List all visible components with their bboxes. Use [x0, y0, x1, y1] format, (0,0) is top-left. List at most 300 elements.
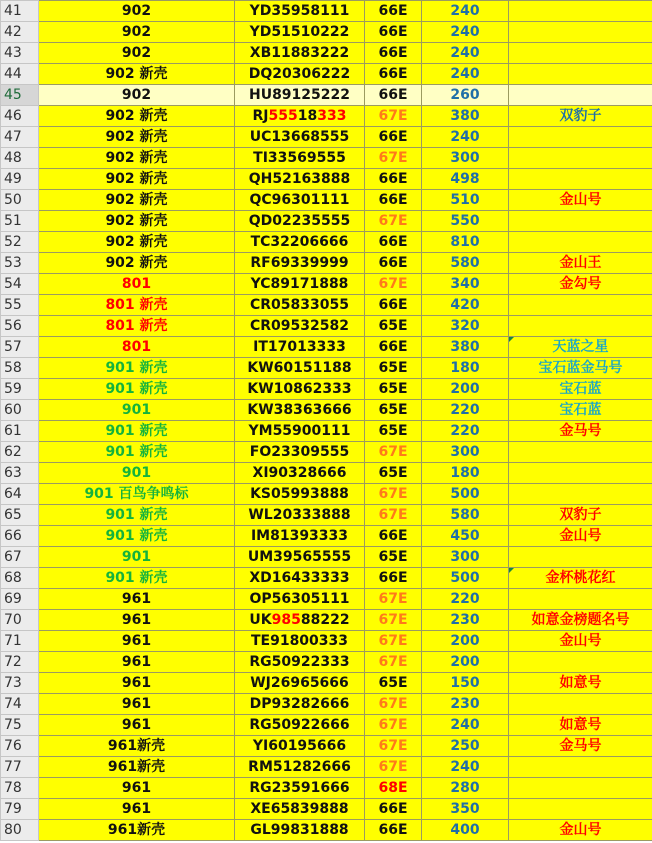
row-header[interactable]: 66 — [1, 526, 39, 547]
cell-number[interactable] — [235, 568, 365, 589]
row-header[interactable]: 71 — [1, 631, 39, 652]
cell-model[interactable] — [39, 190, 235, 211]
cell-model[interactable] — [39, 820, 235, 841]
cell-note[interactable] — [509, 547, 652, 568]
table-row — [1, 505, 652, 526]
row-header[interactable]: 59 — [1, 379, 39, 400]
number-text: XD16433333 — [249, 570, 350, 586]
cell-model[interactable] — [39, 568, 235, 589]
number-text: WJ26965666 — [250, 675, 349, 691]
cell-type[interactable]: 67E — [365, 274, 422, 295]
cell-price[interactable]: 240 — [422, 715, 509, 736]
cell-type[interactable]: 66E — [365, 820, 422, 841]
cell-price[interactable]: 150 — [422, 673, 509, 694]
cell-number[interactable] — [235, 379, 365, 400]
row-header[interactable]: 52 — [1, 232, 39, 253]
number-text: DP93282666 — [249, 696, 350, 712]
cell-price[interactable]: 240 — [422, 1, 509, 22]
cell-type[interactable]: 65E — [365, 358, 422, 379]
cell-type[interactable]: 66E — [365, 253, 422, 274]
cell-model[interactable] — [39, 673, 235, 694]
cell-model[interactable] — [39, 43, 235, 64]
cell-note[interactable]: 宝石蓝 — [509, 400, 652, 421]
row-header[interactable]: 63 — [1, 463, 39, 484]
cell-model[interactable] — [39, 64, 235, 85]
row-header[interactable]: 42 — [1, 22, 39, 43]
row-header[interactable]: 57 — [1, 337, 39, 358]
cell-type[interactable]: 66E — [365, 526, 422, 547]
row-header[interactable]: 70 — [1, 610, 39, 631]
cell-type[interactable]: 67E — [365, 106, 422, 127]
cell-note[interactable] — [509, 463, 652, 484]
cell-model[interactable] — [39, 337, 235, 358]
cell-model[interactable] — [39, 1, 235, 22]
number-text: QC96301111 — [249, 192, 350, 208]
cell-number[interactable] — [235, 694, 365, 715]
cell-note[interactable] — [509, 43, 652, 64]
cell-price[interactable]: 510 — [422, 190, 509, 211]
cell-type[interactable]: 67E — [365, 484, 422, 505]
cell-number[interactable] — [235, 757, 365, 778]
cell-price[interactable]: 200 — [422, 652, 509, 673]
cell-type[interactable]: 65E — [365, 673, 422, 694]
cell-number[interactable] — [235, 295, 365, 316]
row-header[interactable]: 43 — [1, 43, 39, 64]
row-header[interactable]: 74 — [1, 694, 39, 715]
cell-model[interactable] — [39, 274, 235, 295]
cell-price[interactable]: 260 — [422, 85, 509, 106]
table-row — [1, 526, 652, 547]
cell-type[interactable]: 66E — [365, 127, 422, 148]
number-text: YM55900111 — [248, 423, 351, 439]
cell-number[interactable] — [235, 127, 365, 148]
cell-number[interactable] — [235, 820, 365, 841]
number-text: YI60195666 — [252, 738, 347, 754]
cell-price[interactable]: 580 — [422, 505, 509, 526]
row-header[interactable]: 80 — [1, 820, 39, 841]
cell-type[interactable]: 66E — [365, 64, 422, 85]
cell-note[interactable] — [509, 127, 652, 148]
number-text: TC32206666 — [250, 234, 349, 250]
cell-type[interactable]: 66E — [365, 43, 422, 64]
cell-number[interactable] — [235, 673, 365, 694]
cell-model[interactable] — [39, 106, 235, 127]
model-text: 902 — [121, 87, 152, 103]
cell-type[interactable]: 67E — [365, 211, 422, 232]
cell-note[interactable]: 如意号 — [509, 715, 652, 736]
cell-note[interactable]: 如意号 — [509, 673, 652, 694]
row-header[interactable]: 78 — [1, 778, 39, 799]
table-row — [1, 694, 652, 715]
cell-number[interactable] — [235, 211, 365, 232]
number-text: XI90328666 — [252, 465, 347, 481]
cell-note[interactable]: 金马号 — [509, 421, 652, 442]
cell-price[interactable]: 300 — [422, 547, 509, 568]
cell-type[interactable]: 65E — [365, 400, 422, 421]
cell-model[interactable] — [39, 127, 235, 148]
table-row — [1, 421, 652, 442]
cell-type[interactable]: 67E — [365, 652, 422, 673]
table-row — [1, 337, 652, 358]
cell-model[interactable] — [39, 694, 235, 715]
model-text: 902 新壳 — [105, 171, 168, 187]
cell-note[interactable] — [509, 442, 652, 463]
cell-model[interactable] — [39, 232, 235, 253]
cell-number[interactable] — [235, 148, 365, 169]
cell-note[interactable]: 金山号 — [509, 820, 652, 841]
cell-number[interactable] — [235, 505, 365, 526]
cell-type[interactable]: 67E — [365, 589, 422, 610]
cell-note[interactable]: 宝石蓝金马号 — [509, 358, 652, 379]
cell-price[interactable]: 420 — [422, 295, 509, 316]
cell-model[interactable] — [39, 610, 235, 631]
number-text: UM39565555 — [247, 549, 352, 565]
cell-price[interactable]: 810 — [422, 232, 509, 253]
table-row — [1, 148, 652, 169]
cell-number[interactable] — [235, 22, 365, 43]
model-text: 961新壳 — [107, 759, 166, 775]
table-row — [1, 778, 652, 799]
cell-price[interactable]: 240 — [422, 22, 509, 43]
cell-model[interactable] — [39, 799, 235, 820]
cell-number[interactable] — [235, 190, 365, 211]
cell-number[interactable] — [235, 799, 365, 820]
cell-number[interactable] — [235, 484, 365, 505]
cell-model[interactable] — [39, 652, 235, 673]
row-header[interactable]: 65 — [1, 505, 39, 526]
number-text: UC13668555 — [249, 129, 350, 145]
row-header[interactable]: 56 — [1, 316, 39, 337]
cell-note[interactable]: 金山号 — [509, 190, 652, 211]
row-header[interactable]: 69 — [1, 589, 39, 610]
cell-number[interactable] — [235, 316, 365, 337]
cell-number[interactable] — [235, 442, 365, 463]
cell-type[interactable]: 67E — [365, 505, 422, 526]
number-text: DQ20306222 — [248, 66, 351, 82]
cell-type[interactable]: 65E — [365, 547, 422, 568]
cell-number[interactable] — [235, 43, 365, 64]
number-text: UK — [249, 612, 272, 628]
cell-note[interactable]: 金山号 — [509, 526, 652, 547]
cell-model[interactable] — [39, 400, 235, 421]
row-header[interactable]: 76 — [1, 736, 39, 757]
cell-price[interactable]: 550 — [422, 211, 509, 232]
cell-note[interactable] — [509, 295, 652, 316]
table-row — [1, 673, 652, 694]
cell-type[interactable]: 66E — [365, 85, 422, 106]
row-header[interactable]: 49 — [1, 169, 39, 190]
cell-type[interactable]: 65E — [365, 421, 422, 442]
cell-price[interactable]: 400 — [422, 820, 509, 841]
cell-note[interactable] — [509, 1, 652, 22]
cell-model[interactable] — [39, 547, 235, 568]
row-header[interactable]: 41 — [1, 1, 39, 22]
cell-model[interactable] — [39, 295, 235, 316]
cell-note[interactable] — [509, 169, 652, 190]
cell-number[interactable] — [235, 421, 365, 442]
cell-number[interactable] — [235, 106, 365, 127]
cell-type[interactable]: 67E — [365, 715, 422, 736]
cell-price[interactable]: 220 — [422, 400, 509, 421]
row-header[interactable]: 67 — [1, 547, 39, 568]
cell-model[interactable] — [39, 316, 235, 337]
cell-price[interactable]: 500 — [422, 568, 509, 589]
cell-price[interactable]: 380 — [422, 106, 509, 127]
cell-price[interactable]: 340 — [422, 274, 509, 295]
cell-price[interactable]: 320 — [422, 316, 509, 337]
cell-model[interactable] — [39, 85, 235, 106]
model-text: 961新壳 — [107, 738, 166, 754]
cell-price[interactable]: 350 — [422, 799, 509, 820]
row-header[interactable]: 55 — [1, 295, 39, 316]
number-text: FO23309555 — [249, 444, 350, 460]
cell-number[interactable] — [235, 631, 365, 652]
cell-number[interactable] — [235, 1, 365, 22]
table-row — [1, 274, 652, 295]
cell-note[interactable] — [509, 211, 652, 232]
number-text: YD51510222 — [249, 24, 350, 40]
model-text: 902 新壳 — [105, 213, 168, 229]
cell-type[interactable]: 66E — [365, 799, 422, 820]
cell-price[interactable]: 240 — [422, 64, 509, 85]
cell-note[interactable]: 金山王 — [509, 253, 652, 274]
model-text: 961 — [121, 591, 152, 607]
model-text: 902 — [121, 24, 152, 40]
row-header[interactable]: 61 — [1, 421, 39, 442]
cell-model[interactable] — [39, 421, 235, 442]
cell-number[interactable] — [235, 85, 365, 106]
cell-price[interactable]: 300 — [422, 148, 509, 169]
row-header[interactable]: 48 — [1, 148, 39, 169]
cell-number[interactable] — [235, 169, 365, 190]
cell-number[interactable] — [235, 526, 365, 547]
cell-number[interactable] — [235, 610, 365, 631]
cell-note[interactable]: 双豹子 — [509, 106, 652, 127]
table-row — [1, 295, 652, 316]
table-row — [1, 400, 652, 421]
cell-type[interactable]: 65E — [365, 316, 422, 337]
cell-model[interactable] — [39, 148, 235, 169]
cell-price[interactable]: 280 — [422, 778, 509, 799]
row-header[interactable]: 51 — [1, 211, 39, 232]
cell-type[interactable]: 67E — [365, 148, 422, 169]
table-row — [1, 253, 652, 274]
number-text: KS05993888 — [250, 486, 349, 502]
cell-note[interactable]: 金杯桃花红 — [509, 568, 652, 589]
number-text: QH52163888 — [248, 171, 351, 187]
model-text: 961 — [121, 780, 152, 796]
model-text: 961 — [121, 633, 152, 649]
cell-number[interactable] — [235, 463, 365, 484]
row-header[interactable]: 64 — [1, 484, 39, 505]
row-header[interactable]: 68 — [1, 568, 39, 589]
cell-price[interactable]: 240 — [422, 43, 509, 64]
cell-price[interactable]: 498 — [422, 169, 509, 190]
cell-price[interactable]: 380 — [422, 337, 509, 358]
cell-model[interactable] — [39, 505, 235, 526]
cell-number[interactable] — [235, 274, 365, 295]
cell-model[interactable] — [39, 631, 235, 652]
table-row — [1, 379, 652, 400]
cell-price[interactable]: 240 — [422, 757, 509, 778]
cell-number[interactable] — [235, 64, 365, 85]
cell-note[interactable] — [509, 85, 652, 106]
cell-type[interactable]: 67E — [365, 694, 422, 715]
cell-price[interactable]: 230 — [422, 610, 509, 631]
cell-price[interactable]: 580 — [422, 253, 509, 274]
table-row — [1, 190, 652, 211]
model-text: 901 新壳 — [105, 507, 168, 523]
cell-model[interactable] — [39, 358, 235, 379]
cell-number[interactable] — [235, 652, 365, 673]
table-row — [1, 127, 652, 148]
cell-type[interactable]: 66E — [365, 568, 422, 589]
cell-number[interactable] — [235, 547, 365, 568]
cell-number[interactable] — [235, 589, 365, 610]
cell-number[interactable] — [235, 253, 365, 274]
row-header[interactable]: 44 — [1, 64, 39, 85]
cell-model[interactable] — [39, 715, 235, 736]
cell-type[interactable]: 66E — [365, 295, 422, 316]
model-text: 901 新壳 — [105, 570, 168, 586]
row-header[interactable]: 73 — [1, 673, 39, 694]
cell-price[interactable]: 450 — [422, 526, 509, 547]
cell-price[interactable]: 500 — [422, 484, 509, 505]
cell-model[interactable] — [39, 736, 235, 757]
cell-type[interactable]: 67E — [365, 610, 422, 631]
cell-note[interactable]: 如意金榜题名号 — [509, 610, 652, 631]
cell-type[interactable]: 65E — [365, 379, 422, 400]
cell-price[interactable]: 200 — [422, 379, 509, 400]
cell-model[interactable] — [39, 589, 235, 610]
cell-model[interactable] — [39, 484, 235, 505]
model-text: 902 新壳 — [105, 192, 168, 208]
model-text: 901 新壳 — [105, 360, 168, 376]
row-header[interactable]: 47 — [1, 127, 39, 148]
row-header[interactable]: 77 — [1, 757, 39, 778]
number-text: RG50922666 — [249, 717, 350, 733]
cell-model[interactable] — [39, 169, 235, 190]
number-text: 333 — [317, 108, 347, 124]
cell-number[interactable] — [235, 358, 365, 379]
table-row — [1, 610, 652, 631]
row-header[interactable]: 62 — [1, 442, 39, 463]
row-header[interactable]: 79 — [1, 799, 39, 820]
row-header[interactable]: 46 — [1, 106, 39, 127]
cell-type[interactable]: 67E — [365, 736, 422, 757]
cell-type[interactable]: 65E — [365, 463, 422, 484]
cell-note[interactable] — [509, 484, 652, 505]
cell-number[interactable] — [235, 232, 365, 253]
cell-price[interactable]: 250 — [422, 736, 509, 757]
cell-note[interactable]: 金山号 — [509, 631, 652, 652]
cell-type[interactable]: 66E — [365, 1, 422, 22]
row-header[interactable]: 50 — [1, 190, 39, 211]
cell-number[interactable] — [235, 715, 365, 736]
cell-model[interactable] — [39, 22, 235, 43]
cell-type[interactable]: 66E — [365, 169, 422, 190]
cell-price[interactable]: 180 — [422, 358, 509, 379]
cell-model[interactable] — [39, 442, 235, 463]
cell-number[interactable] — [235, 337, 365, 358]
table-row — [1, 1, 652, 22]
cell-price[interactable]: 230 — [422, 694, 509, 715]
cell-note[interactable] — [509, 148, 652, 169]
model-text: 961 — [121, 717, 152, 733]
number-text: 18 — [297, 108, 318, 124]
cell-note[interactable] — [509, 64, 652, 85]
row-header[interactable]: 72 — [1, 652, 39, 673]
model-text: 801 — [121, 276, 152, 292]
cell-note[interactable]: 金马号 — [509, 736, 652, 757]
cell-note[interactable] — [509, 757, 652, 778]
cell-model[interactable] — [39, 379, 235, 400]
cell-note[interactable] — [509, 22, 652, 43]
cell-note[interactable] — [509, 232, 652, 253]
cell-type[interactable]: 66E — [365, 190, 422, 211]
cell-price[interactable]: 220 — [422, 421, 509, 442]
cell-type[interactable]: 66E — [365, 232, 422, 253]
cell-number[interactable] — [235, 736, 365, 757]
table-row — [1, 820, 652, 841]
cell-type[interactable]: 68E — [365, 778, 422, 799]
cell-type[interactable]: 66E — [365, 22, 422, 43]
cell-note[interactable] — [509, 799, 652, 820]
number-text: QD02235555 — [248, 213, 351, 229]
cell-price[interactable]: 220 — [422, 589, 509, 610]
cell-model[interactable] — [39, 757, 235, 778]
cell-price[interactable]: 180 — [422, 463, 509, 484]
cell-price[interactable]: 240 — [422, 127, 509, 148]
row-header[interactable]: 60 — [1, 400, 39, 421]
cell-number[interactable] — [235, 400, 365, 421]
cell-note[interactable] — [509, 652, 652, 673]
cell-note[interactable]: 天蓝之星 — [509, 337, 652, 358]
row-header[interactable]: 45 — [1, 85, 39, 106]
cell-note[interactable]: 双豹子 — [509, 505, 652, 526]
number-text: KW10862333 — [247, 381, 352, 397]
cell-note[interactable] — [509, 778, 652, 799]
cell-note[interactable] — [509, 589, 652, 610]
cell-price[interactable]: 200 — [422, 631, 509, 652]
table-row — [1, 715, 652, 736]
cell-number[interactable] — [235, 778, 365, 799]
row-header[interactable]: 53 — [1, 253, 39, 274]
cell-type[interactable]: 67E — [365, 442, 422, 463]
cell-model[interactable] — [39, 211, 235, 232]
cell-price[interactable]: 300 — [422, 442, 509, 463]
row-header[interactable]: 54 — [1, 274, 39, 295]
cell-note[interactable]: 金勾号 — [509, 274, 652, 295]
cell-type[interactable]: 66E — [365, 337, 422, 358]
cell-note[interactable] — [509, 694, 652, 715]
cell-type[interactable]: 67E — [365, 631, 422, 652]
cell-note[interactable] — [509, 316, 652, 337]
model-text: 901 新壳 — [105, 528, 168, 544]
cell-model[interactable] — [39, 463, 235, 484]
cell-model[interactable] — [39, 253, 235, 274]
row-header[interactable]: 58 — [1, 358, 39, 379]
table-row — [1, 547, 652, 568]
row-header[interactable]: 75 — [1, 715, 39, 736]
cell-type[interactable]: 67E — [365, 757, 422, 778]
model-text: 901 新壳 — [105, 444, 168, 460]
model-text: 801 — [121, 339, 152, 355]
cell-model[interactable] — [39, 778, 235, 799]
number-text: RG23591666 — [249, 780, 350, 796]
cell-model[interactable] — [39, 526, 235, 547]
cell-note[interactable]: 宝石蓝 — [509, 379, 652, 400]
